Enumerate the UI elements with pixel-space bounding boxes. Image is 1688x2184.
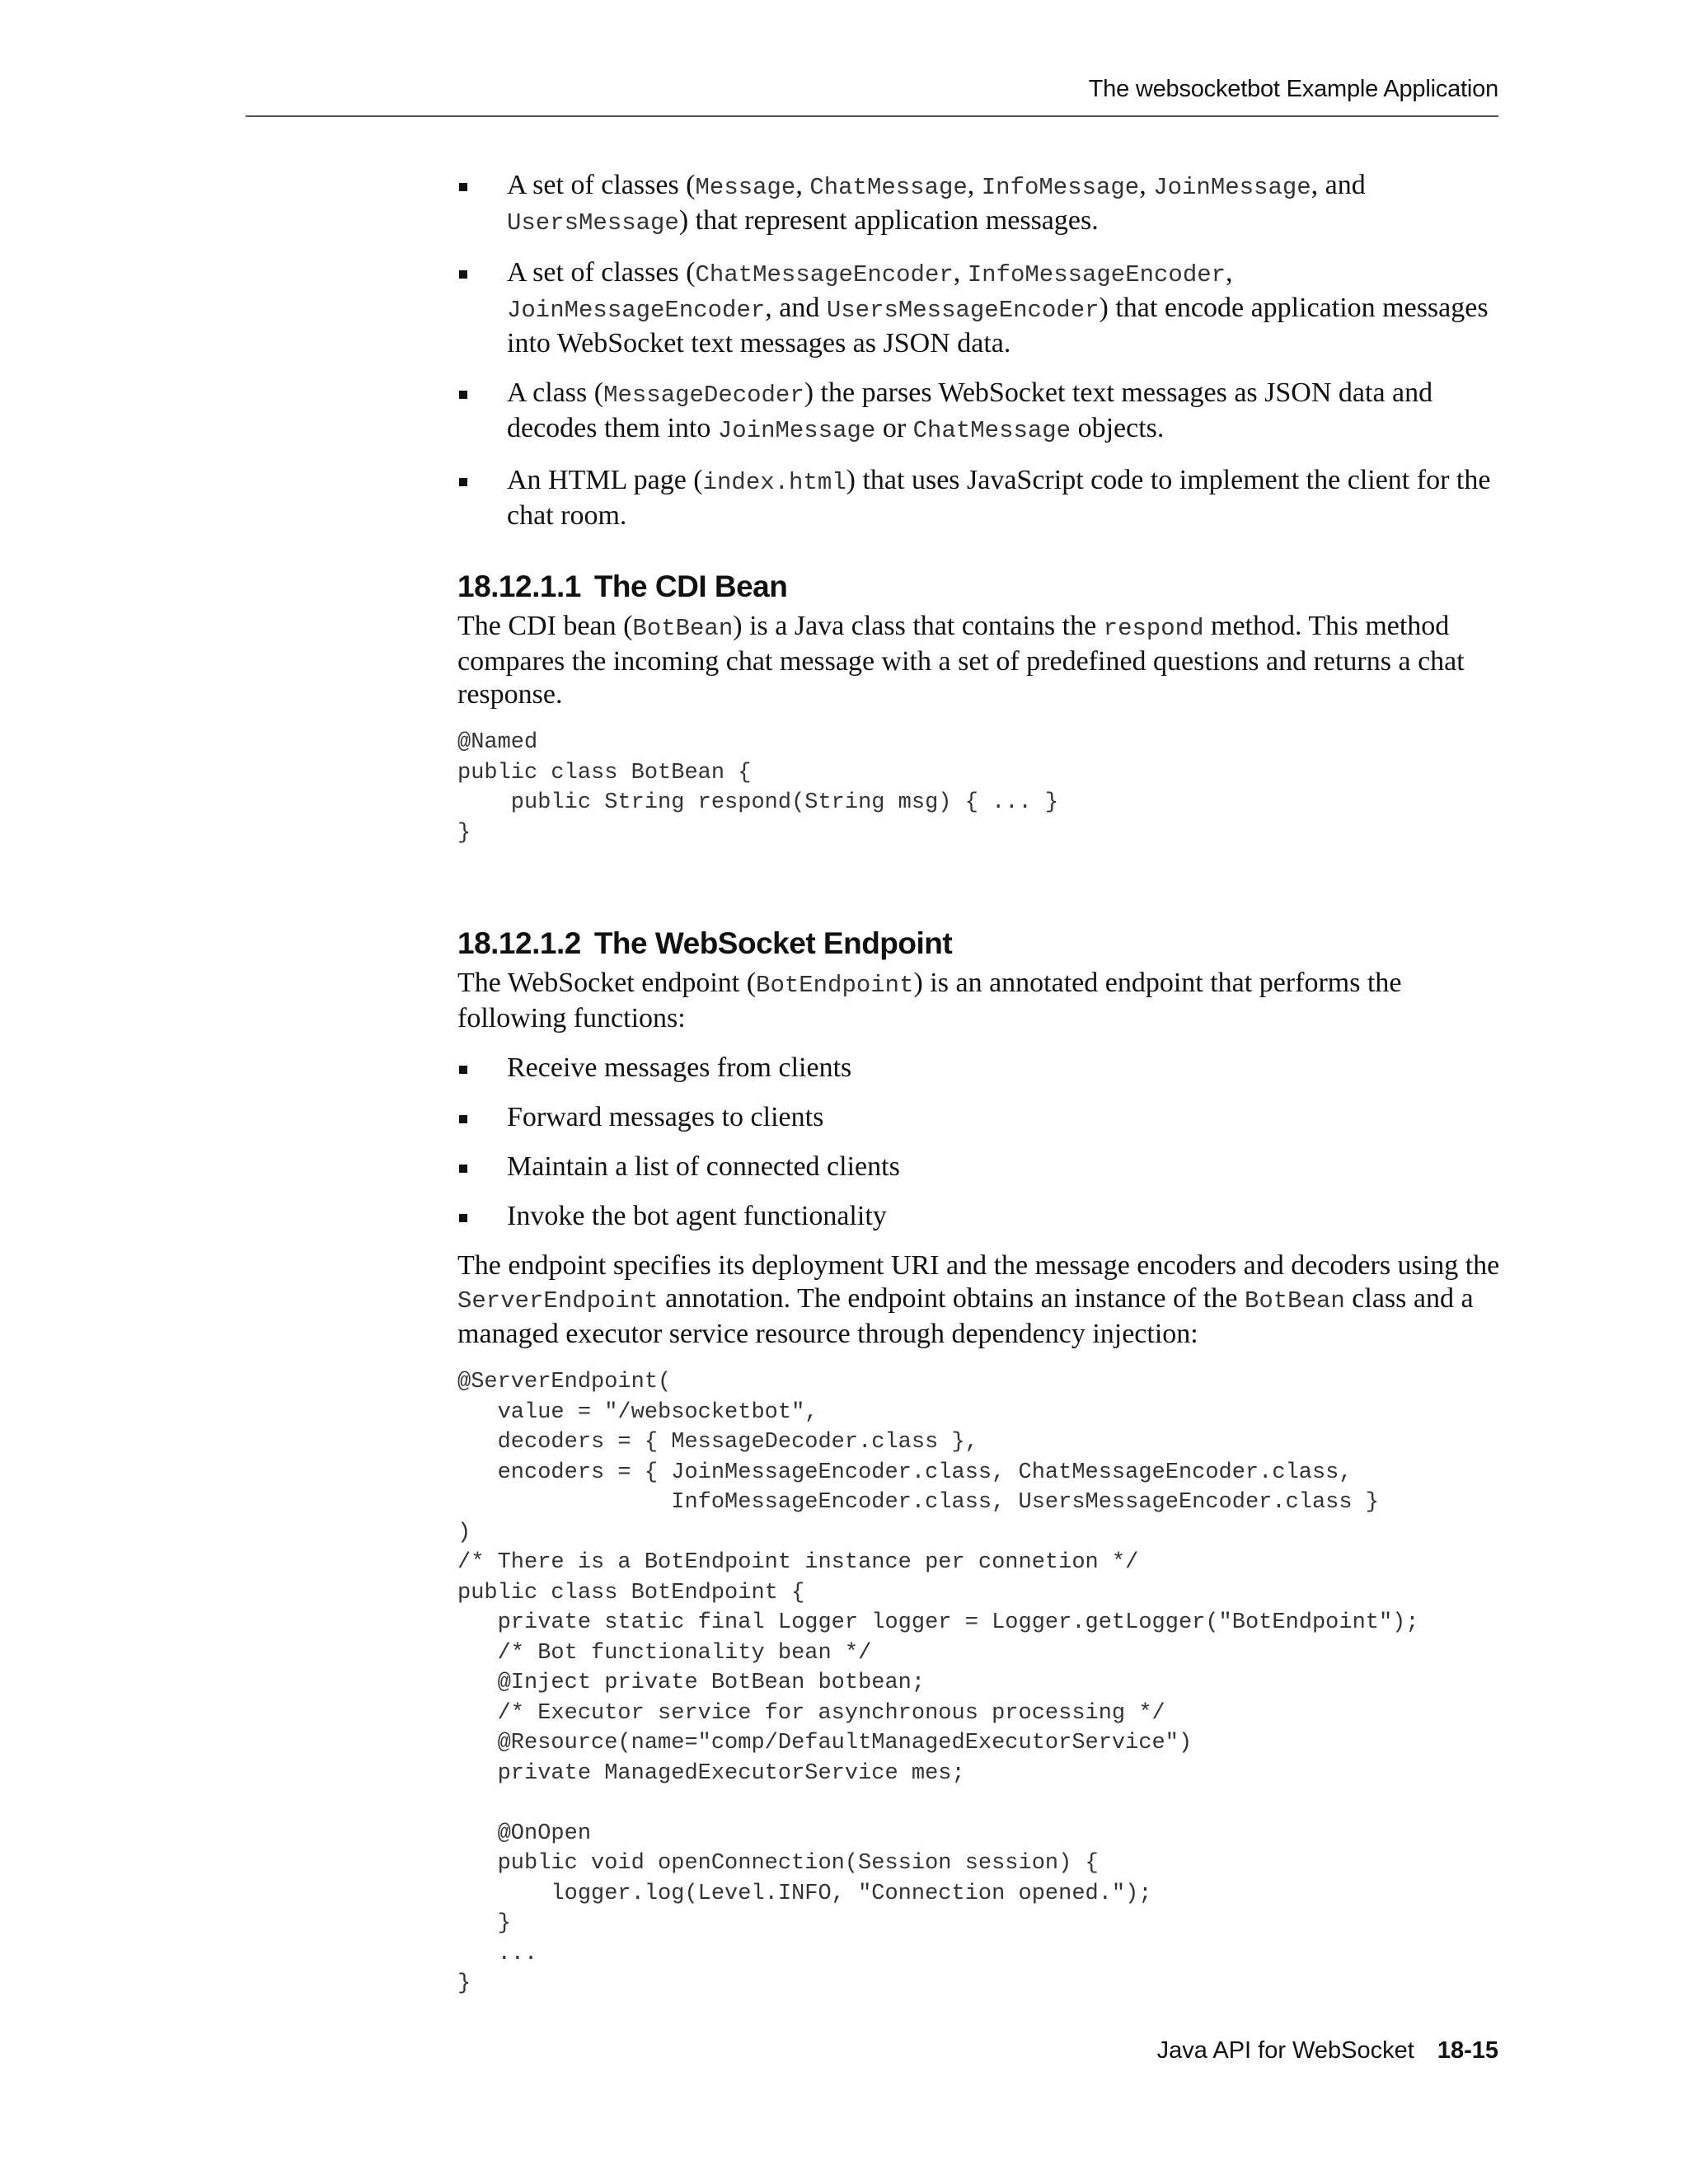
square-bullet-icon (459, 270, 467, 279)
intro-bullet-list (457, 169, 1500, 532)
code-term: ChatMessage (912, 417, 1071, 444)
endpoint-code-block: @ServerEndpoint( value = "/websocketbot", decoders = { MessageDecoder.class }, encoders = { JoinMessageEncoder.class, ChatMessageEncoder.class, InfoMessageEncoder.class, UsersMessageEncoder.class } ) /* There is a BotEndpoint instance per connetion */ public class BotEndpoint { private static final Logger logger = Logger.getLogger("BotEndpoint"); /* Bot functionality bean */ @Inject private BotBean botbean; /* Executor service for asynchronous processing */ @Resource(name="comp/DefaultManagedExecutorService") private ManagedExecutorService mes; @OnOpen public void openConnection(Session session) { logger.log(Level.INFO, "Connection opened."); } ... } (457, 1370, 1419, 1996)
square-bullet-icon (459, 391, 467, 399)
square-bullet-icon (459, 1066, 467, 1074)
code-term: BotBean (1244, 1287, 1345, 1315)
section-number: 18.12.1.1 (457, 569, 581, 603)
code-term: MessageDecoder (603, 382, 804, 409)
list-item: Receive messages from clients (457, 1052, 1500, 1085)
square-bullet-icon (459, 478, 467, 486)
endpoint-functions-list (457, 1052, 1500, 1233)
page-number: 18-15 (1437, 2037, 1498, 2064)
code-term: ServerEndpoint (457, 1287, 659, 1315)
endpoint-description-paragraph: The endpoint specifies its deployment URI and the message encoders and decoders using the ServerEndpoint annotation. The endpoint obtains an instance of the BotBean class and a managed executor service resource through dependency injection: (457, 1250, 1500, 1349)
code-term: JoinMessageEncoder (507, 297, 766, 324)
list-item: Forward messages to clients (457, 1101, 1500, 1134)
code-term: respond (1103, 615, 1204, 642)
code-term: InfoMessageEncoder (967, 261, 1226, 288)
running-header-title: The websocketbot Example Application (1088, 76, 1498, 102)
code-term: InfoMessage (981, 174, 1140, 201)
cdi-bean-paragraph: The CDI bean (BotBean) is a Java class that contains the respond method. This method compares the incoming chat message with a set of predefined questions and returns a chat response. (457, 611, 1465, 710)
running-header (246, 73, 1498, 117)
square-bullet-icon (459, 183, 467, 191)
list-item: A set of classes (ChatMessageEncoder, InfoMessageEncoder, JoinMessageEncoder, and UsersMessageEncoder) that encode application messages into WebSocket text messages as JSON data. (457, 256, 1500, 360)
square-bullet-icon (459, 1115, 467, 1123)
code-term: JoinMessage (717, 417, 876, 444)
square-bullet-icon (459, 1165, 467, 1173)
endpoint-intro-paragraph: The WebSocket endpoint (BotEndpoint) is an annotated endpoint that performs the following functions: (457, 968, 1402, 1033)
section-heading-cdi-bean (457, 569, 1500, 605)
code-term: ChatMessageEncoder (695, 261, 954, 288)
page-content (457, 169, 1500, 1999)
code-term: ChatMessage (809, 174, 968, 201)
list-item: Invoke the bot agent functionality (457, 1200, 1500, 1233)
list-item: A class (MessageDecoder) the parses WebSocket text messages as JSON data and decodes them into JoinMessage or ChatMessage objects. (457, 377, 1500, 448)
code-term: BotBean (632, 615, 734, 642)
footer-book-title: Java API for WebSocket (1156, 2037, 1414, 2064)
list-item: Maintain a list of connected clients (457, 1151, 1500, 1183)
list-item: A set of classes (Message, ChatMessage, InfoMessage, JoinMessage, and UsersMessage) that represent application messages. (457, 169, 1500, 240)
code-term: UsersMessageEncoder (826, 297, 1100, 324)
code-term: BotEndpoint (756, 972, 914, 999)
code-term: Message (695, 174, 796, 201)
running-footer (1157, 2037, 1498, 2064)
code-term: UsersMessage (507, 209, 679, 237)
section-title: The CDI Bean (593, 569, 788, 603)
section-number: 18.12.1.2 (457, 926, 581, 960)
section-title: The WebSocket Endpoint (593, 926, 953, 960)
section-heading-websocket-endpoint (457, 926, 1500, 962)
code-term: JoinMessage (1153, 174, 1311, 201)
square-bullet-icon (459, 1214, 467, 1222)
list-item: An HTML page (index.html) that uses JavaScript code to implement the client for the chat room. (457, 464, 1500, 532)
cdi-bean-code-block: @Named public class BotBean { public String respond(String msg) { ... } } (457, 730, 1059, 846)
code-term: index.html (702, 469, 846, 496)
